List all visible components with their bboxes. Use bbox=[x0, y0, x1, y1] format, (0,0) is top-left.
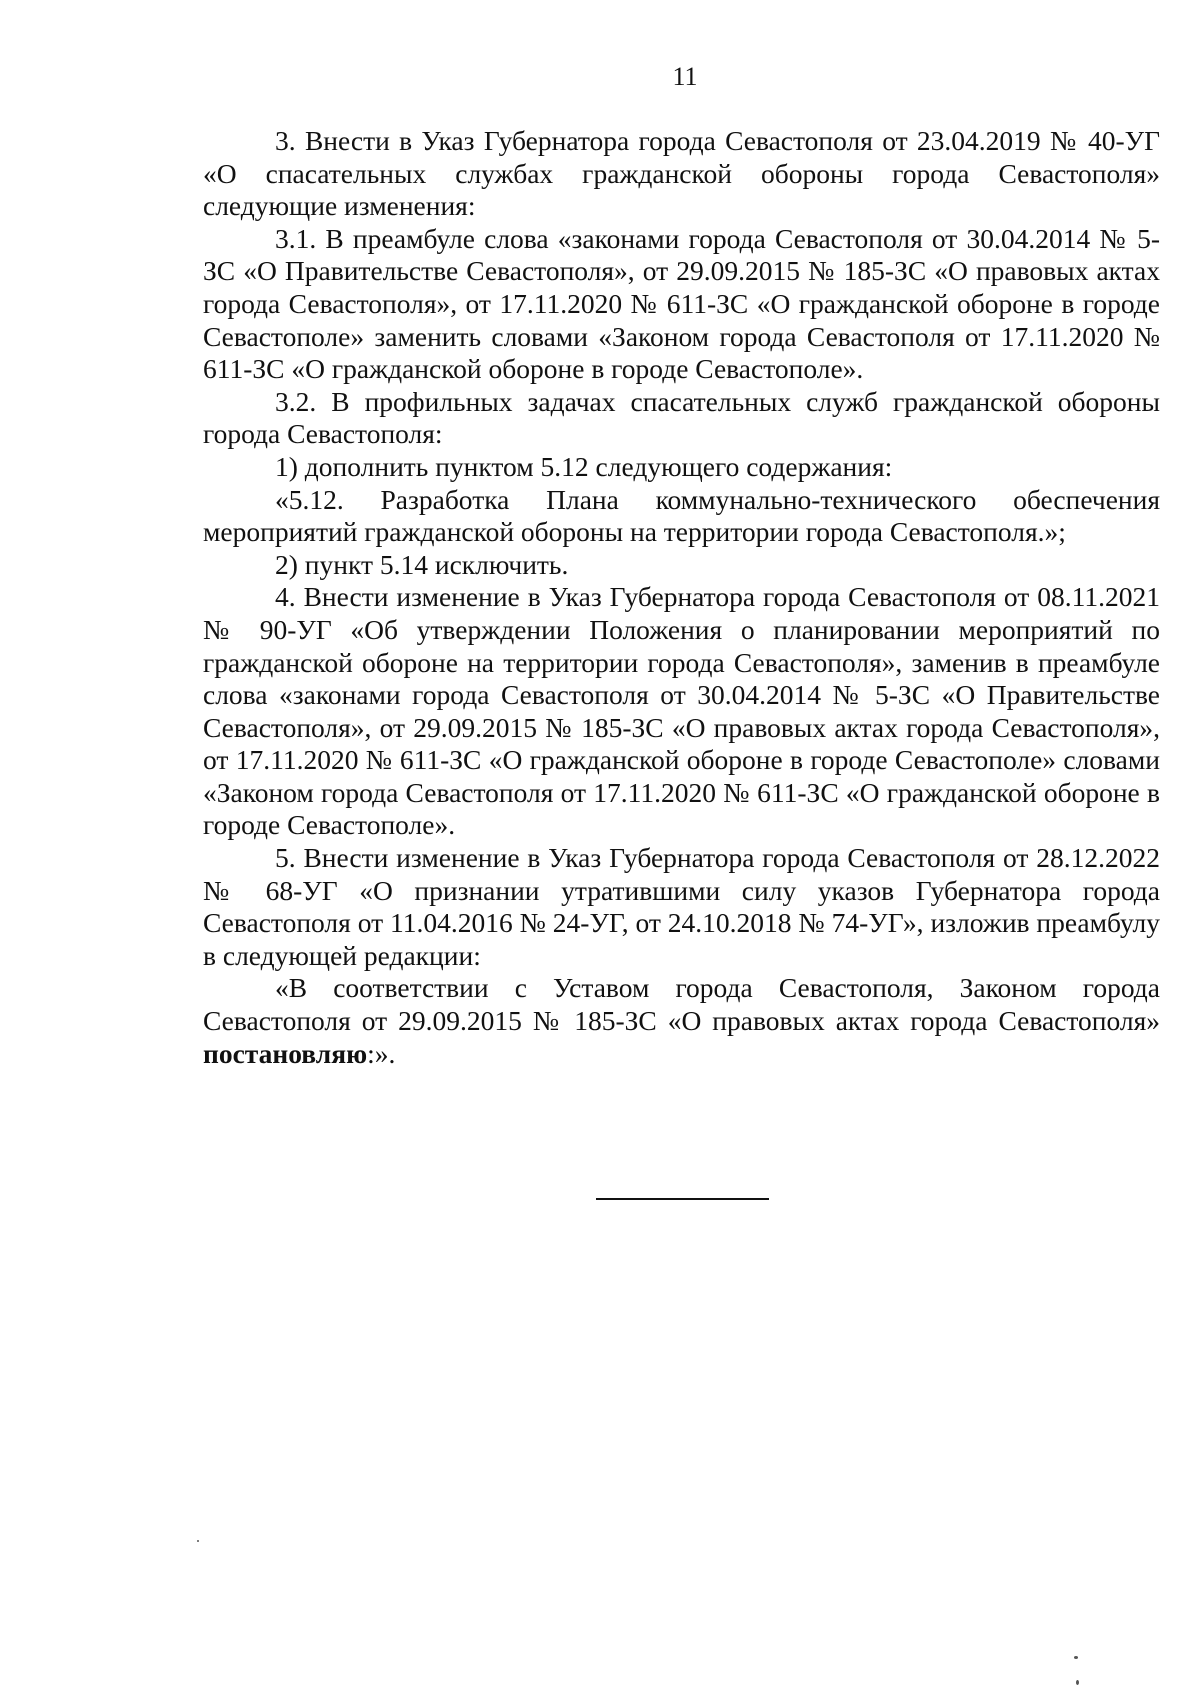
scan-speck bbox=[1076, 1680, 1079, 1685]
scan-speck bbox=[1074, 1656, 1078, 1659]
paragraph-subitem-1: 1) дополнить пунктом 5.12 следующего содержания: bbox=[275, 450, 893, 482]
paragraph-item-5: 5. Внести изменение в Указ Губернатора города Севастополя от 28.12.2022 № 68-УГ «О признании утратившими силу указов Губернатора города Севастополя от 11.04.2016 № 24-УГ, от 24.10.2018 № 74-УГ», изложив преамбулу в следующей редакции: bbox=[203, 842, 1160, 971]
preamble-text: «В соответствии с Уставом города Севастополя, Законом города Севастополя от 29.09.2015 № 185-ЗС «О правовых актах города Севастополя» bbox=[203, 972, 1160, 1037]
paragraph-item-3: 3. Внести в Указ Губернатора города Севастополя от 23.04.2019 № 40-УГ «О спасательных службах гражданской обороны города Севастополя» следующие изменения: bbox=[203, 125, 1160, 222]
preamble-ending: :». bbox=[367, 1037, 396, 1069]
scan-speck bbox=[197, 1540, 199, 1542]
end-of-document-rule bbox=[596, 1198, 769, 1200]
paragraph-new-preamble bbox=[203, 972, 1160, 1070]
paragraph-item-3-2: 3.2. В профильных задачах спасательных служб гражданской обороны города Севастополя: bbox=[203, 385, 1160, 450]
preamble-decree-word: постановляю bbox=[203, 1037, 368, 1069]
paragraph-subitem-2: 2) пункт 5.14 исключить. bbox=[275, 548, 569, 580]
paragraph-item-4: 4. Внести изменение в Указ Губернатора города Севастополя от 08.11.2021 № 90-УГ «Об утверждении Положения о планировании мероприятий по гражданской обороне на территории города Севастополя», заменив в преамбуле слова «законами города Севастополя от 30.04.2014 № 5-ЗС «О Правительстве Севастополя», от 29.09.2015 № 185-ЗС «О правовых актах города Севастополя», от 17.11.2020 № 611-ЗС «О гражданской обороне в городе Севастополе» словами «Законом города Севастополя от 17.11.2020 № 611-ЗС «О гражданской обороне в городе Севастополе». bbox=[203, 581, 1160, 841]
paragraph-item-3-1: 3.1. В преамбуле слова «законами города Севастополя от 30.04.2014 № 5-ЗС «О Правительстве Севастополя», от 29.09.2015 № 185-ЗС «О правовых актах города Севастополя», от 17.11.2020 № 611-ЗС «О гражданской обороне в городе Севастополе» заменить словами «Законом города Севастополя от 17.11.2020 № 611-ЗС «О гражданской обороне в городе Севастополе». bbox=[203, 222, 1160, 385]
document-body bbox=[203, 125, 1160, 1070]
paragraph-quoted-item-5-12: «5.12. Разработка Плана коммунально-технического обеспечения мероприятий гражданской обороны на территории города Севастополя.»; bbox=[203, 483, 1160, 548]
page-number: 11 bbox=[672, 62, 698, 91]
